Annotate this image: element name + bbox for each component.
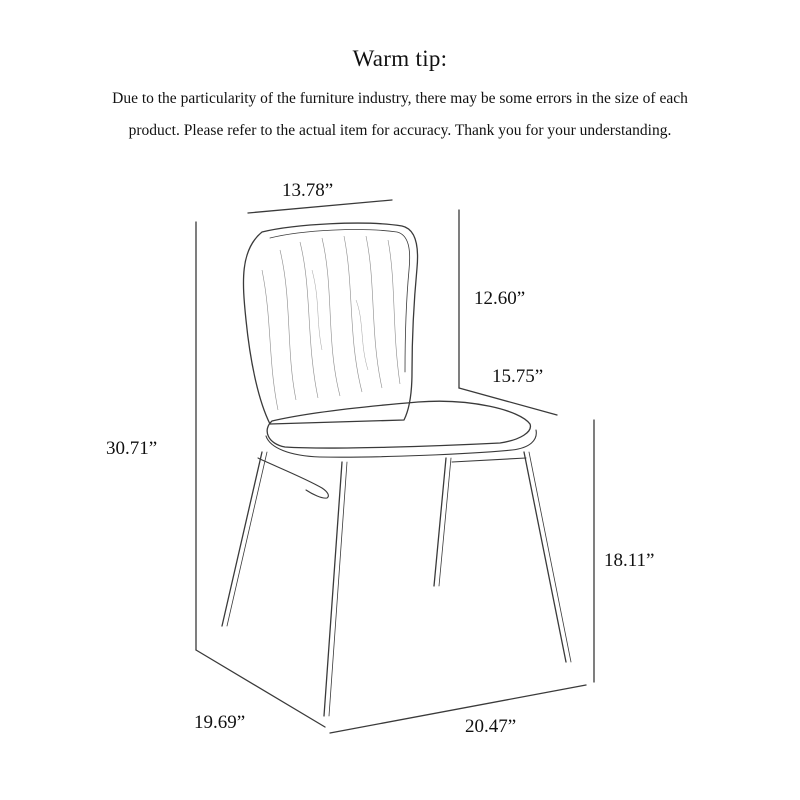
dim-label-total-height: 30.71” <box>106 438 158 459</box>
chair-leg-back-right <box>524 452 566 662</box>
dim-label-base-depth: 19.69” <box>194 712 246 733</box>
dim-label-seat-height: 18.11” <box>604 550 655 571</box>
chair-leg-back-left <box>434 458 446 586</box>
chair-rear-stretcher <box>452 458 526 462</box>
dim-label-base-width: 20.47” <box>465 716 517 737</box>
warm-tip-text-line-1: Due to the particularity of the furniture industry, there may be some errors in the size of each <box>112 90 688 107</box>
chair-backrest-wood-grain <box>262 236 400 410</box>
chair-side-stretcher <box>258 458 328 498</box>
warm-tip-title: Warm tip: <box>352 46 448 71</box>
chair-leg-front-left-inner <box>227 452 267 626</box>
chair-leg-back-left-inner <box>439 458 451 586</box>
chair-leg-front-left <box>222 452 262 626</box>
dim-label-back-width: 13.78” <box>282 180 334 201</box>
dim-label-back-height: 12.60” <box>474 288 526 309</box>
warm-tip-text-line-2: product. Please refer to the actual item for accuracy. Thank you for your understanding. <box>128 122 672 139</box>
dim-line-base-width <box>330 685 586 733</box>
chair-leg-front-right-inner <box>329 462 347 716</box>
chair-backrest-inner-edge <box>270 230 410 372</box>
chair-leg-front-right <box>324 462 342 716</box>
chair-seat-cushion <box>267 401 530 448</box>
chair-leg-back-right-inner <box>529 452 571 662</box>
dim-label-seat-depth: 15.75” <box>492 366 544 387</box>
